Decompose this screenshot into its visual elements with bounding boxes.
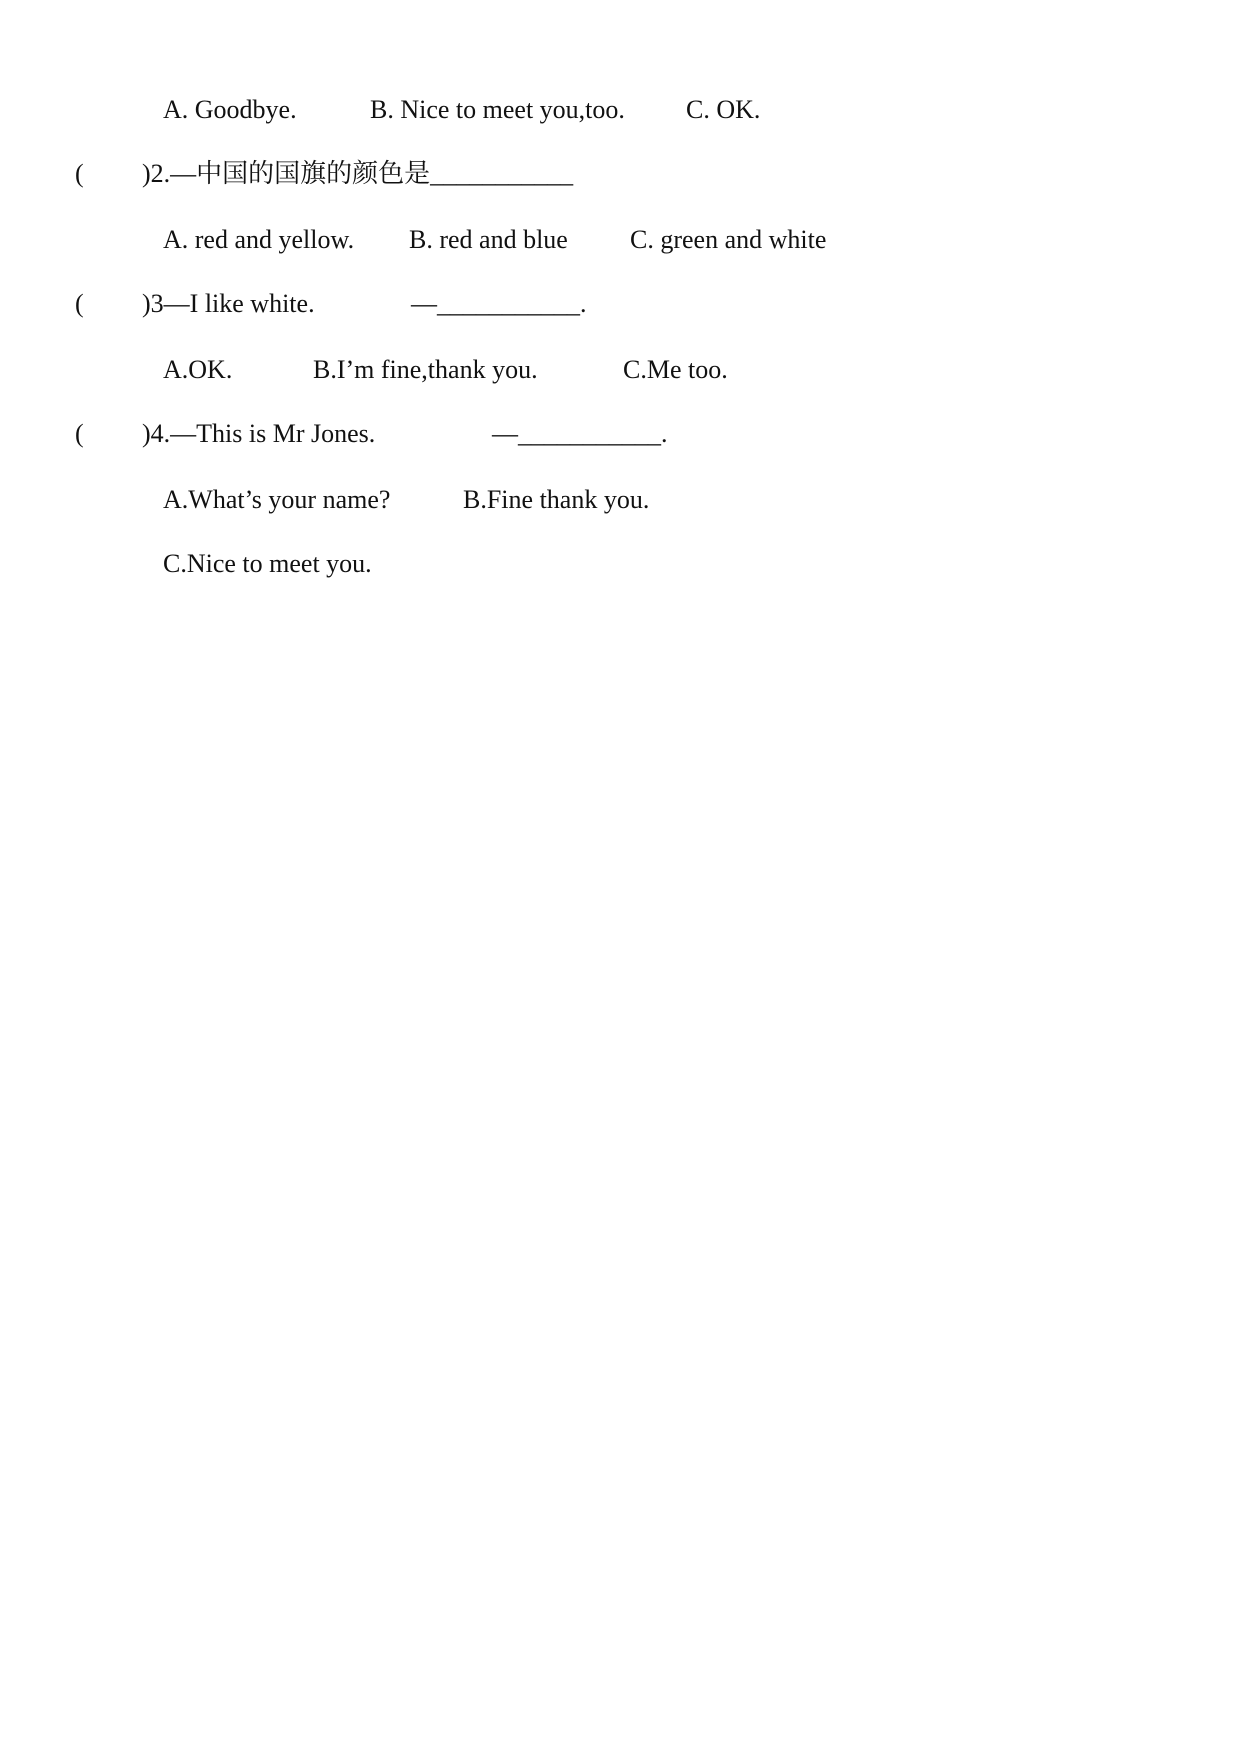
q2-option-c: C. green and white [630, 225, 827, 254]
q4-options-row-2 [0, 548, 372, 644]
q3-answer-paren: ( [75, 289, 84, 318]
q3-option-c: C.Me too. [623, 355, 728, 384]
q3-option-b: B.I’m fine,thank you. [313, 355, 538, 384]
q4-answer-blank: —___________. [492, 419, 668, 448]
q2-option-a: A. red and yellow. [163, 225, 355, 254]
q3-answer-blank: —___________. [411, 289, 587, 318]
q1-option-a: A. Goodbye. [163, 95, 297, 124]
q3-option-a: A.OK. [163, 355, 233, 384]
q3-stem: )3—I like white. [142, 289, 315, 318]
q2-answer-paren: ( [75, 159, 84, 188]
q4-answer-paren: ( [75, 419, 84, 448]
q4-option-b: B.Fine thank you. [463, 485, 650, 514]
q2-stem: )2.—中国的国旗的颜色是___________ [142, 159, 574, 188]
q2-option-b: B. red and blue [409, 225, 568, 254]
q1-option-c: C. OK. [686, 95, 761, 124]
q4-option-c: C.Nice to meet you. [163, 549, 372, 578]
q4-stem: )4.—This is Mr Jones. [142, 419, 376, 448]
q4-option-a: A.What’s your name? [163, 485, 391, 514]
q1-option-b: B. Nice to meet you,too. [370, 95, 625, 124]
